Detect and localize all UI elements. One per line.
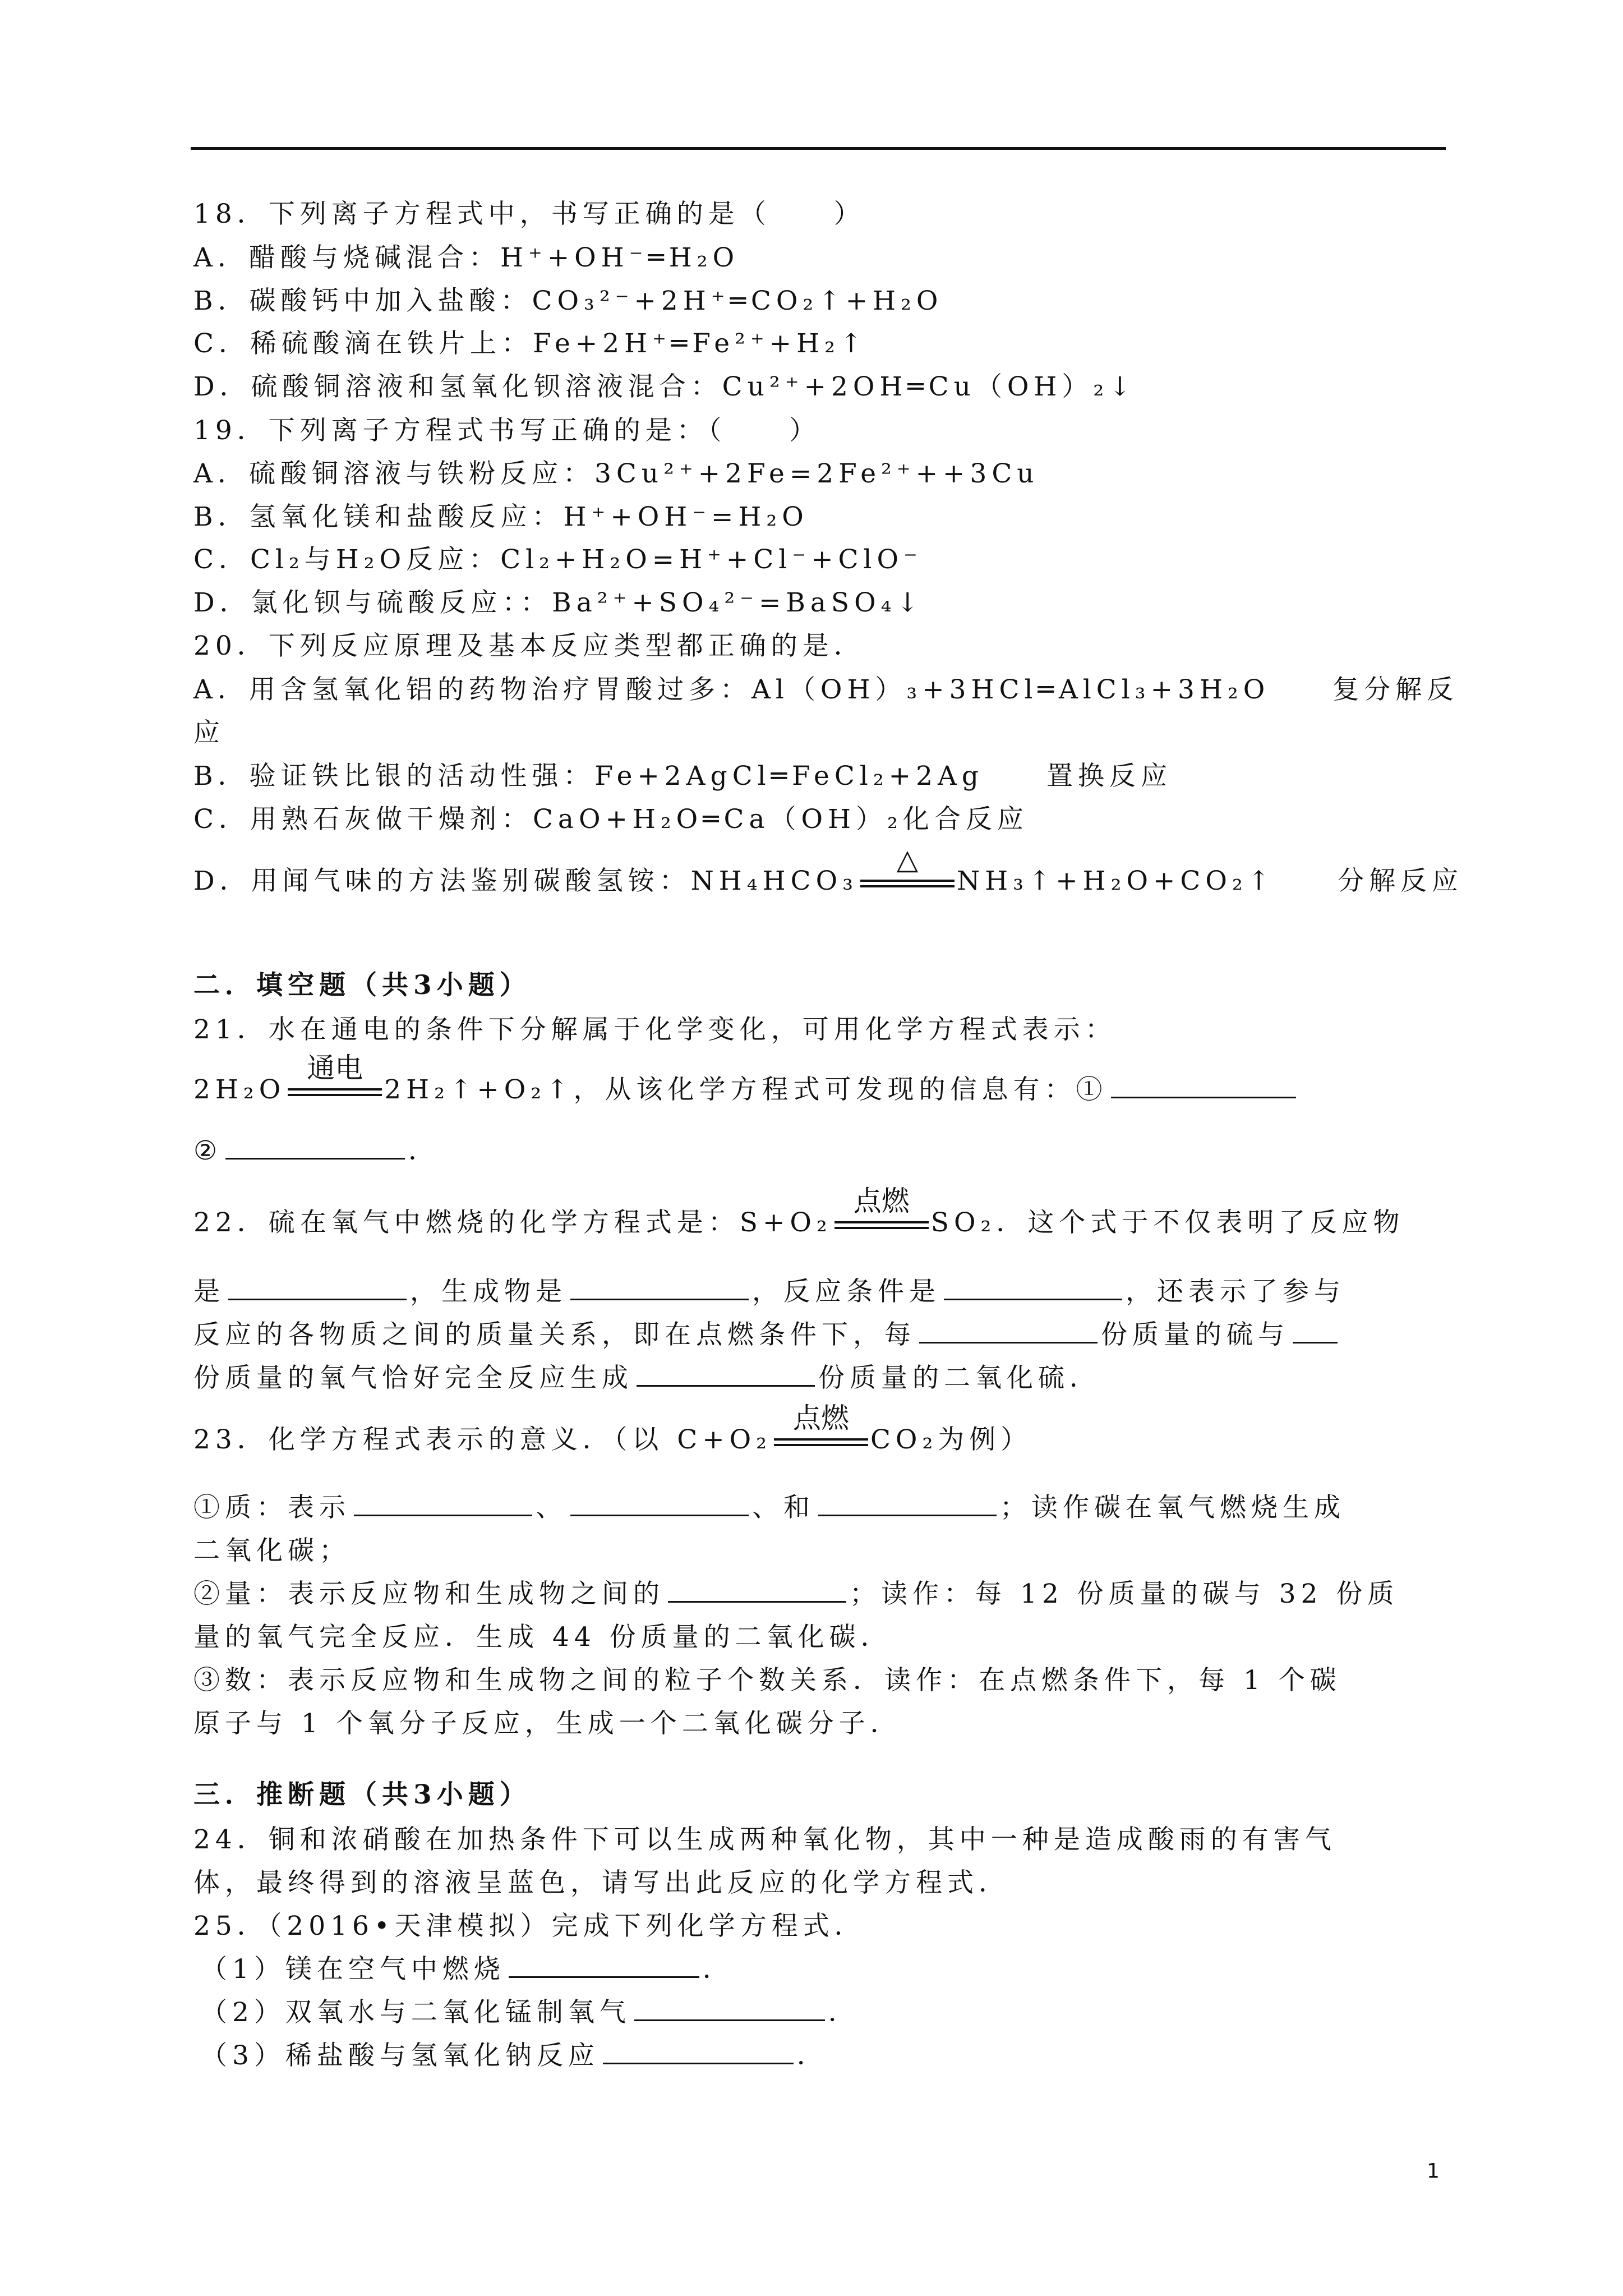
q23-quantity-cont: 量的氧气完全反应．生成 44 份质量的二氧化碳． xyxy=(193,1622,892,1653)
answer-blank[interactable] xyxy=(228,1276,407,1300)
q20-option-c: C．用熟石灰做干燥剂：CaO+H₂O═Ca（OH）₂化合反应 xyxy=(193,804,1029,835)
q22-line1 xyxy=(193,1185,1405,1240)
text: 是 xyxy=(193,1276,225,1307)
answer-blank[interactable] xyxy=(818,1492,997,1516)
q25-stem: 25．（2016•天津模拟）完成下列化学方程式． xyxy=(193,1911,866,1941)
answer-blank[interactable] xyxy=(919,1319,1098,1343)
heat-triangle-icon: △ xyxy=(896,843,919,876)
q25-item-3 xyxy=(201,2039,828,2073)
page-number: 1 xyxy=(1427,2160,1440,2183)
answer-blank[interactable] xyxy=(1111,1074,1296,1098)
q18-option-c: C．稀硫酸滴在铁片上：Fe+2H⁺═Fe²⁺+H₂↑ xyxy=(193,328,868,359)
answer-blank[interactable] xyxy=(603,2040,794,2064)
q22-line4 xyxy=(193,1361,1101,1395)
text: ①质：表示 xyxy=(193,1492,351,1523)
q23-number-cont: 原子与 1 个氧分子反应，生成一个二氧化碳分子． xyxy=(193,1708,902,1739)
period: ． xyxy=(408,1135,440,1166)
answer-blank[interactable] xyxy=(225,1135,405,1159)
answer-blank[interactable] xyxy=(570,1492,749,1516)
text: （2）双氧水与二氧化锰制氧气 xyxy=(201,1997,631,2028)
text: ，生成物是 xyxy=(410,1276,567,1307)
section-2-title: 二．填空题（共3小题） xyxy=(193,970,531,1001)
text: ，还表示了参与 xyxy=(1126,1276,1345,1307)
q18-option-b: B．碳酸钙中加入盐酸：CO₃²⁻+2H⁺═CO₂↑+H₂O xyxy=(193,286,943,316)
q19-option-b: B．氢氧化镁和盐酸反应：H⁺+OH⁻=H₂O xyxy=(193,501,809,532)
q22-line2 xyxy=(193,1275,1345,1309)
text: 份质量的氧气恰好完全反应生成 xyxy=(193,1363,633,1393)
q23-quantity xyxy=(193,1577,1399,1611)
q24-line1: 24．铜和浓硝酸在加热条件下可以生成两种氧化物，其中一种是造成酸雨的有害气 xyxy=(193,1824,1336,1855)
q20-option-a: A．用含氢氧化铝的药物治疗胃酸过多：Al（OH）₃+3HCl═AlCl₃+3H₂O 复分解反 xyxy=(193,674,1459,705)
q25-item-2 xyxy=(201,1996,860,2030)
q23-quality xyxy=(193,1491,1345,1525)
text: ②量：表示反应物和生成物之间的 xyxy=(193,1579,665,1609)
q23-reactant: 23．化学方程式表示的意义．（以 C+O₂ xyxy=(193,1424,772,1455)
q23-product: CO₂为例） xyxy=(870,1424,1032,1455)
text: 、 xyxy=(536,1492,567,1523)
ignition-condition xyxy=(774,1402,868,1448)
period: ． xyxy=(702,1954,734,1985)
answer-blank[interactable] xyxy=(354,1492,532,1516)
header-rule xyxy=(191,147,1446,150)
q23-quality-cont: 二氧化碳； xyxy=(193,1535,351,1566)
q22-product: SO₂．这个式于不仅表明了反应物 xyxy=(930,1207,1405,1238)
section-3-title: 三．推断题（共3小题） xyxy=(193,1779,531,1810)
q21-line1: 21．水在通电的条件下分解属于化学变化，可用化学方程式表示： xyxy=(193,1014,1117,1045)
q20-option-b: B．验证铁比银的活动性强：Fe+2AgCl═FeCl₂+2Ag 置换反应 xyxy=(193,761,1172,792)
q21-equation xyxy=(193,1052,1299,1107)
text: ；读作碳在氧气燃烧生成 xyxy=(1000,1492,1345,1523)
text: （3）稀盐酸与氢氧化钠反应 xyxy=(201,2040,600,2071)
q20-stem: 20．下列反应原理及基本反应类型都正确的是． xyxy=(193,631,865,661)
q21-reactant: 2H₂O xyxy=(193,1074,286,1105)
q21-line3 xyxy=(193,1134,440,1168)
text: 、和 xyxy=(752,1492,815,1523)
q19-stem: 19．下列离子方程式书写正确的是：（ ） xyxy=(193,415,821,446)
q25-item-1 xyxy=(201,1953,734,1986)
q18-option-d: D．硫酸铜溶液和氢氧化钡溶液混合：Cu²⁺+2OH═Cu（OH）₂↓ xyxy=(193,371,1136,402)
q23-line1 xyxy=(193,1402,1032,1457)
electrolysis-condition xyxy=(288,1052,382,1098)
q19-option-c: C．Cl₂与H₂O反应：Cl₂+H₂O=H⁺+Cl⁻+ClO⁻ xyxy=(193,544,923,575)
q24-line2: 体，最终得到的溶液呈蓝色，请写出此反应的化学方程式． xyxy=(193,1867,1010,1898)
text: 反应的各物质之间的质量关系，即在点燃条件下，每 xyxy=(193,1319,916,1350)
text: 份质量的二氧化硫． xyxy=(818,1363,1101,1393)
q20-option-d xyxy=(193,843,1464,898)
condition-text: 点燃 xyxy=(792,1402,849,1434)
circle-2-marker: ② xyxy=(193,1135,223,1166)
text: （1）镁在空气中燃烧 xyxy=(201,1954,505,1985)
q18-option-a: A．醋酸与烧碱混合：H⁺+OH⁻═H₂O xyxy=(193,242,740,273)
ignition-condition xyxy=(834,1185,929,1231)
q23-number: ③数：表示反应物和生成物之间的粒子个数关系．读作：在点燃条件下，每 1 个碳 xyxy=(193,1665,1341,1696)
answer-blank[interactable] xyxy=(668,1579,846,1603)
period: ． xyxy=(796,2040,828,2071)
answer-blank[interactable] xyxy=(570,1276,749,1300)
heat-condition-sign xyxy=(860,843,955,890)
condition-text: 通电 xyxy=(307,1052,363,1084)
answer-blank[interactable] xyxy=(634,1997,825,2021)
answer-blank[interactable] xyxy=(509,1954,699,1978)
q22-line3 xyxy=(193,1318,1341,1352)
text: ，反应条件是 xyxy=(752,1276,940,1307)
answer-blank[interactable] xyxy=(637,1363,815,1387)
q20-d-reactant: D．用闻气味的方法鉴别碳酸氢铵：NH₄HCO₃ xyxy=(193,866,858,896)
q21-product: 2H₂↑+O₂↑，从该化学方程式可发现的信息有：① xyxy=(384,1074,1108,1105)
condition-text: 点燃 xyxy=(853,1185,910,1217)
answer-blank[interactable] xyxy=(1293,1319,1338,1343)
q19-option-a: A．硫酸铜溶液与铁粉反应：3Cu²⁺+2Fe=2Fe²⁺++3Cu xyxy=(193,458,1039,489)
answer-blank[interactable] xyxy=(944,1276,1122,1300)
period: ． xyxy=(828,1997,860,2028)
q19-option-d: D．氯化钡与硫酸反应：：Ba²⁺+SO₄²⁻=BaSO₄↓ xyxy=(193,587,924,618)
q20-option-a-cont: 应 xyxy=(193,717,225,748)
q18-stem: 18．下列离子方程式中，书写正确的是（ ） xyxy=(193,199,865,229)
text: ；读作：每 12 份质量的碳与 32 份质 xyxy=(850,1579,1399,1609)
q22-reactant: 22．硫在氧气中燃烧的化学方程式是：S+O₂ xyxy=(193,1207,832,1238)
text: 份质量的硫与 xyxy=(1101,1319,1289,1350)
q20-d-product: NH₃↑+H₂O+CO₂↑ 分解反应 xyxy=(956,866,1464,896)
